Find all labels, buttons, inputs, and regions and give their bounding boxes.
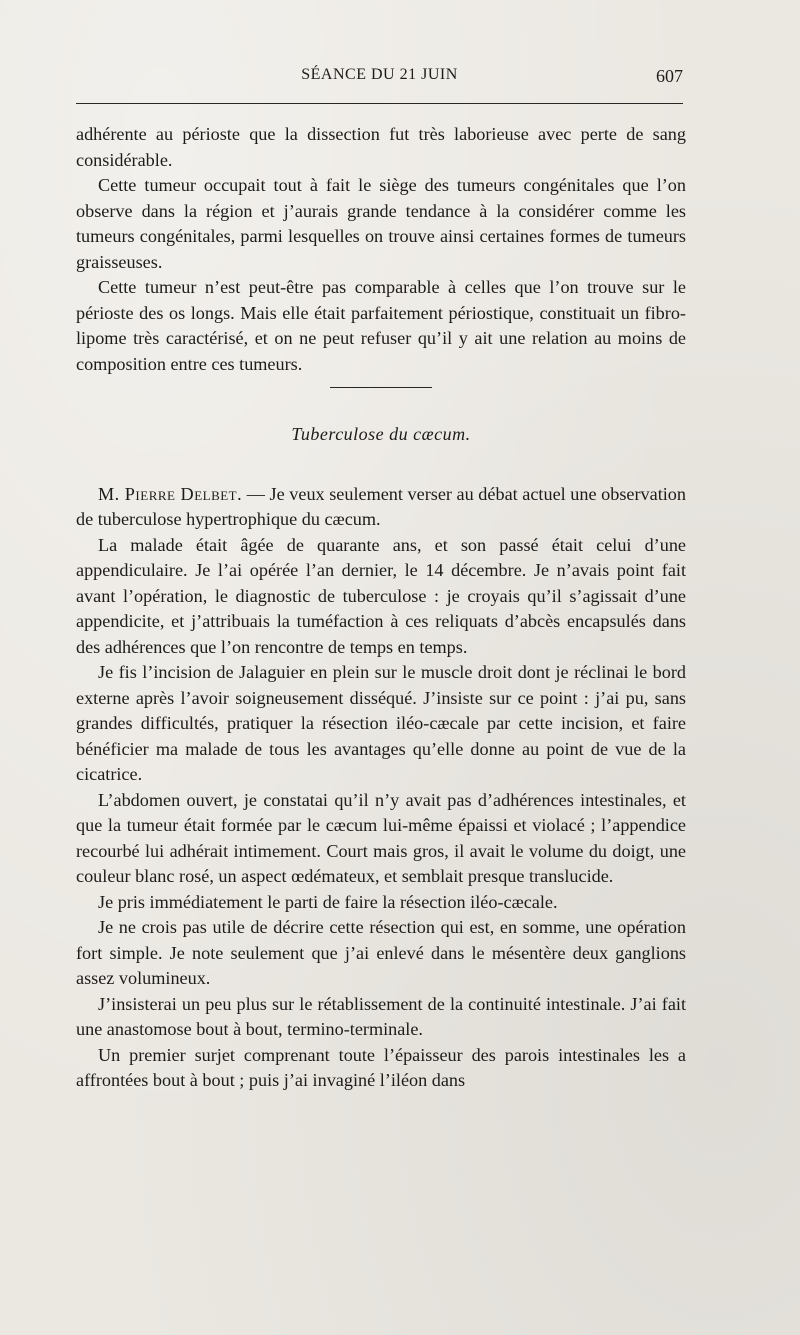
paragraph: Cette tumeur n’est peut-être pas comparable à celles que l’on trouve sur le périoste des os longs. Mais elle était parfaitement périostique, constituait un fibro-lipome très caractérisé, et on ne peut refuser qu’il y ait une relation au moins de composition entre ces tumeurs. xyxy=(76,277,686,374)
body-text xyxy=(76,122,686,1094)
paragraph: Je pris immédiatement le parti de faire la résection iléo-cæcale. xyxy=(98,891,558,912)
header-rule xyxy=(76,103,683,104)
paragraph: Un premier surjet comprenant toute l’épaisseur des parois intestinales les a affrontées bout à bout ; puis j’ai invaginé l’iléon dans xyxy=(76,1044,686,1090)
paragraph: Je ne crois pas utile de décrire cette résection qui est, en somme, une opération fort simple. Je note seulement que j’ai enlevé dans le mésentère deux ganglions assez volumineux. xyxy=(76,917,686,988)
paragraph: J’insisterai un peu plus sur le rétablissement de la continuité intestinale. J’ai fait une anastomose bout à bout, termino-terminale. xyxy=(76,993,686,1039)
paragraph-speaker-intro xyxy=(76,482,686,533)
section-title: Tuberculose du cæcum. xyxy=(291,424,471,444)
paragraph: L’abdomen ouvert, je constatai qu’il n’y avait pas d’adhérences intestinales, et que la tumeur était formée par le cæcum lui-même épaissi et violacé ; l’appendice recourbé lui adhérait intimement. Court mais gros, il avait le volume du doigt, une couleur blanc rosé, un aspect œdémateux, et semblait presque translucide. xyxy=(76,789,686,886)
running-title: SÉANCE DU 21 JUIN xyxy=(301,66,458,83)
page-header xyxy=(76,66,683,90)
speaker-intro-text: — Je veux seulement verser au débat actuel une observation de tuberculose hypertrophique du cæcum. xyxy=(76,483,686,529)
paragraph: Cette tumeur occupait tout à fait le siège des tumeurs congénitales que l’on observe dans la région et j’aurais grande tendance à la considérer comme les tumeurs congénitales, parmi lesquelles on trouve ainsi certaines formes de tumeurs graisseuses. xyxy=(76,175,686,272)
paragraph: adhérente au périoste que la dissection fut très laborieuse avec perte de sang considérable. xyxy=(76,124,686,170)
paragraph: Je fis l’incision de Jalaguier en plein sur le muscle droit dont je réclinai le bord externe après l’avoir soigneusement disséqué. J’insiste sur ce point : j’ai pu, sans grandes difficultés, pratiquer la résection iléo-cæcale par cette incision, et faire bénéficier ma malade de tous les avantages qu’elle donne au point de vue de la cicatrice. xyxy=(76,662,686,784)
speaker-name: M. Pierre Delbet. xyxy=(98,483,243,504)
page-number: 607 xyxy=(656,66,683,86)
section-separator-rule xyxy=(330,387,432,388)
paragraph: La malade était âgée de quarante ans, et son passé était celui d’une appendiculaire. Je l’ai opérée l’an dernier, le 14 décembre. Je n’avais point fait avant l’opération, le diagnostic de tuberculose : je croyais qu’il s’agissait d’une appendicite, et j’attribuais la tuméfaction à ces reliquats d’abcès encapsulés dans des adhérences que l’on rencontre de temps en temps. xyxy=(76,534,686,657)
